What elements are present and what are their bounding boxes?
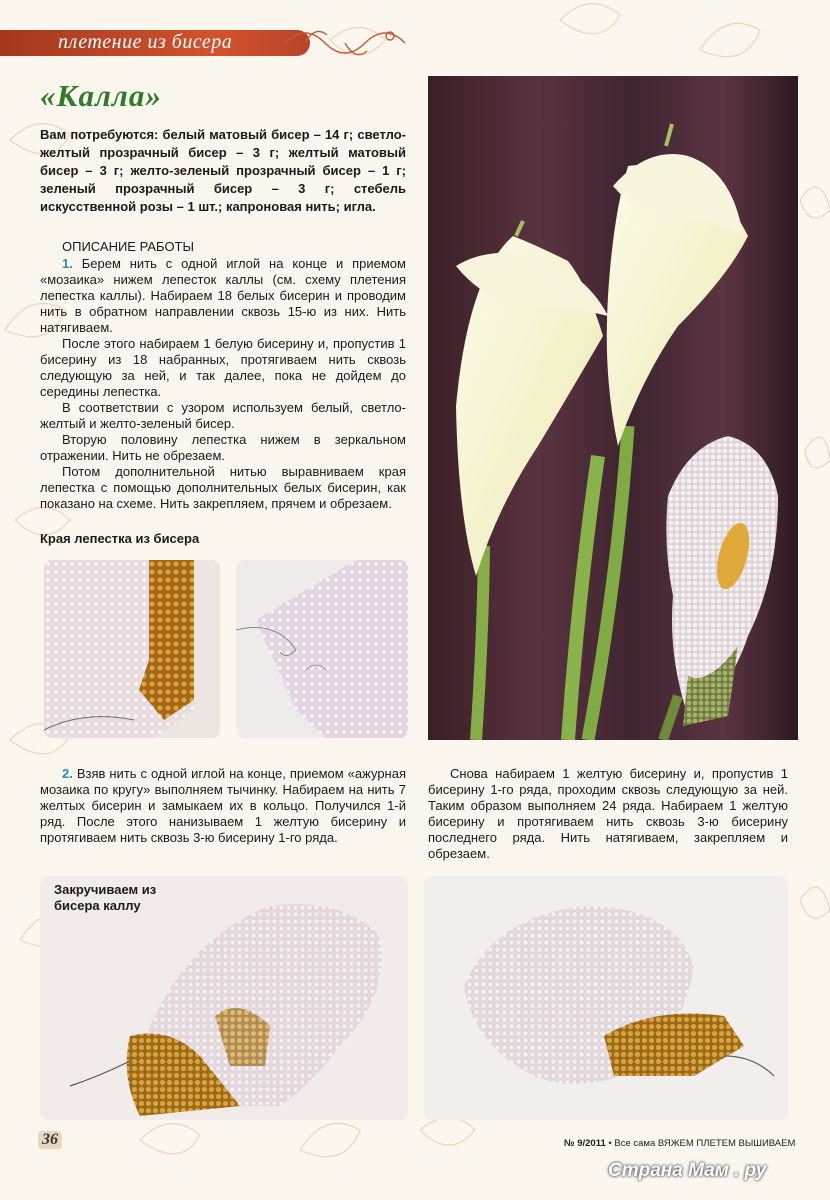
step-1-p4: Вторую половину лепестка нижем в зеркальном отражении. Нить не обрезаем. [40, 432, 406, 463]
flourish-ornament [280, 18, 410, 68]
step-2-continued-paragraph: Снова набираем 1 желтую бисерину и, пропустив 1 бисерину 1-го ряда, проходим сквозь следующую за ней. Таким образом выполняем 24 ряда. Набираем 1 желтую бисерину и протягиваем нить сквозь 3-ю бисерину последнего ряда. Нить натягиваем, закрепляем и обрезаем. [428, 766, 788, 861]
watermark: Страна Мам . ру [608, 1160, 767, 1181]
step-2-paragraph [40, 766, 406, 846]
petal-edge-photo-1 [44, 560, 220, 738]
step-1-paragraph [40, 256, 406, 336]
calla-lily-photo [428, 76, 798, 740]
page-number: 36 [38, 1131, 62, 1149]
step-2-continued [428, 766, 788, 862]
twisting-calla-photo-2 [424, 876, 788, 1120]
petal-edge-photo-2 [236, 560, 408, 738]
footer-credits: № 9/2011 • Все сама ВЯЖЕМ ПЛЕТЕМ ВЫШИВАЕМ [564, 1138, 796, 1149]
step-1-p3: В соответствии с узором используем белый, светло-желтый и желто-зеленый бисер. [40, 400, 406, 431]
edges-label: Края лепестка из бисера [40, 531, 200, 546]
step-1-p2: После этого набираем 1 белую бисерину и, пропустив 1 бисерину из 18 набранных, протягиваем нить сквозь следующую за ней, и так далее, пока не дойдем до середины лепестка. [40, 336, 406, 399]
issue-number: № 9/2011 [564, 1138, 606, 1149]
step-1-text [40, 256, 406, 512]
section-label: плетение из бисера [58, 31, 233, 53]
step-2-text [40, 766, 406, 846]
step-1-p5: Потом дополнительной нитью выравниваем края лепестка с помощью дополнительных белых бисерин, как показано на схеме. Нить закрепляем, прячем и обрезаем. [40, 464, 406, 511]
section-heading: ОПИСАНИЕ РАБОТЫ [62, 239, 195, 254]
step-1-number: 1. [62, 256, 73, 271]
article-title: «Калла» [40, 78, 162, 113]
step-1-p1: Берем нить с одной иглой на конце и приемом «мозаика» нижем лепесток каллы (см. схему плетения лепестка каллы). Набираем 18 белых бисерин и проводим нить в обратном направлении сквозь 15-ю из них. Нить натягиваем. [40, 256, 406, 335]
magazine-name: Все сама ВЯЖЕМ ПЛЕТЕМ ВЫШИВАЕМ [614, 1138, 796, 1149]
materials-list: Вам потребуются: белый матовый бисер – 14 г; светло-желтый прозрачный бисер – 3 г; желтый матовый бисер – 3 г; желто-зеленый прозрачный бисер – 1 г; зеленый прозрачный бисер – 3 г; стебель искусственной розы – 1 шт.; капроновая нить; игла. [40, 127, 406, 214]
step-2-number: 2. [62, 766, 73, 781]
step-2-body: Взяв нить с одной иглой на конце, приемом «ажурная мозаика по кругу» выполняем тычинку. Набираем на нить 7 желтых бисерин и замыкаем их в кольцо. Получился 1-й ряд. После этого нанизываем 1 желтую бисерину и протягиваем нить сквозь 3-ю бисерину 1-го ряда. [40, 766, 406, 845]
twist-label: Закручиваем из бисера каллу [54, 882, 157, 913]
